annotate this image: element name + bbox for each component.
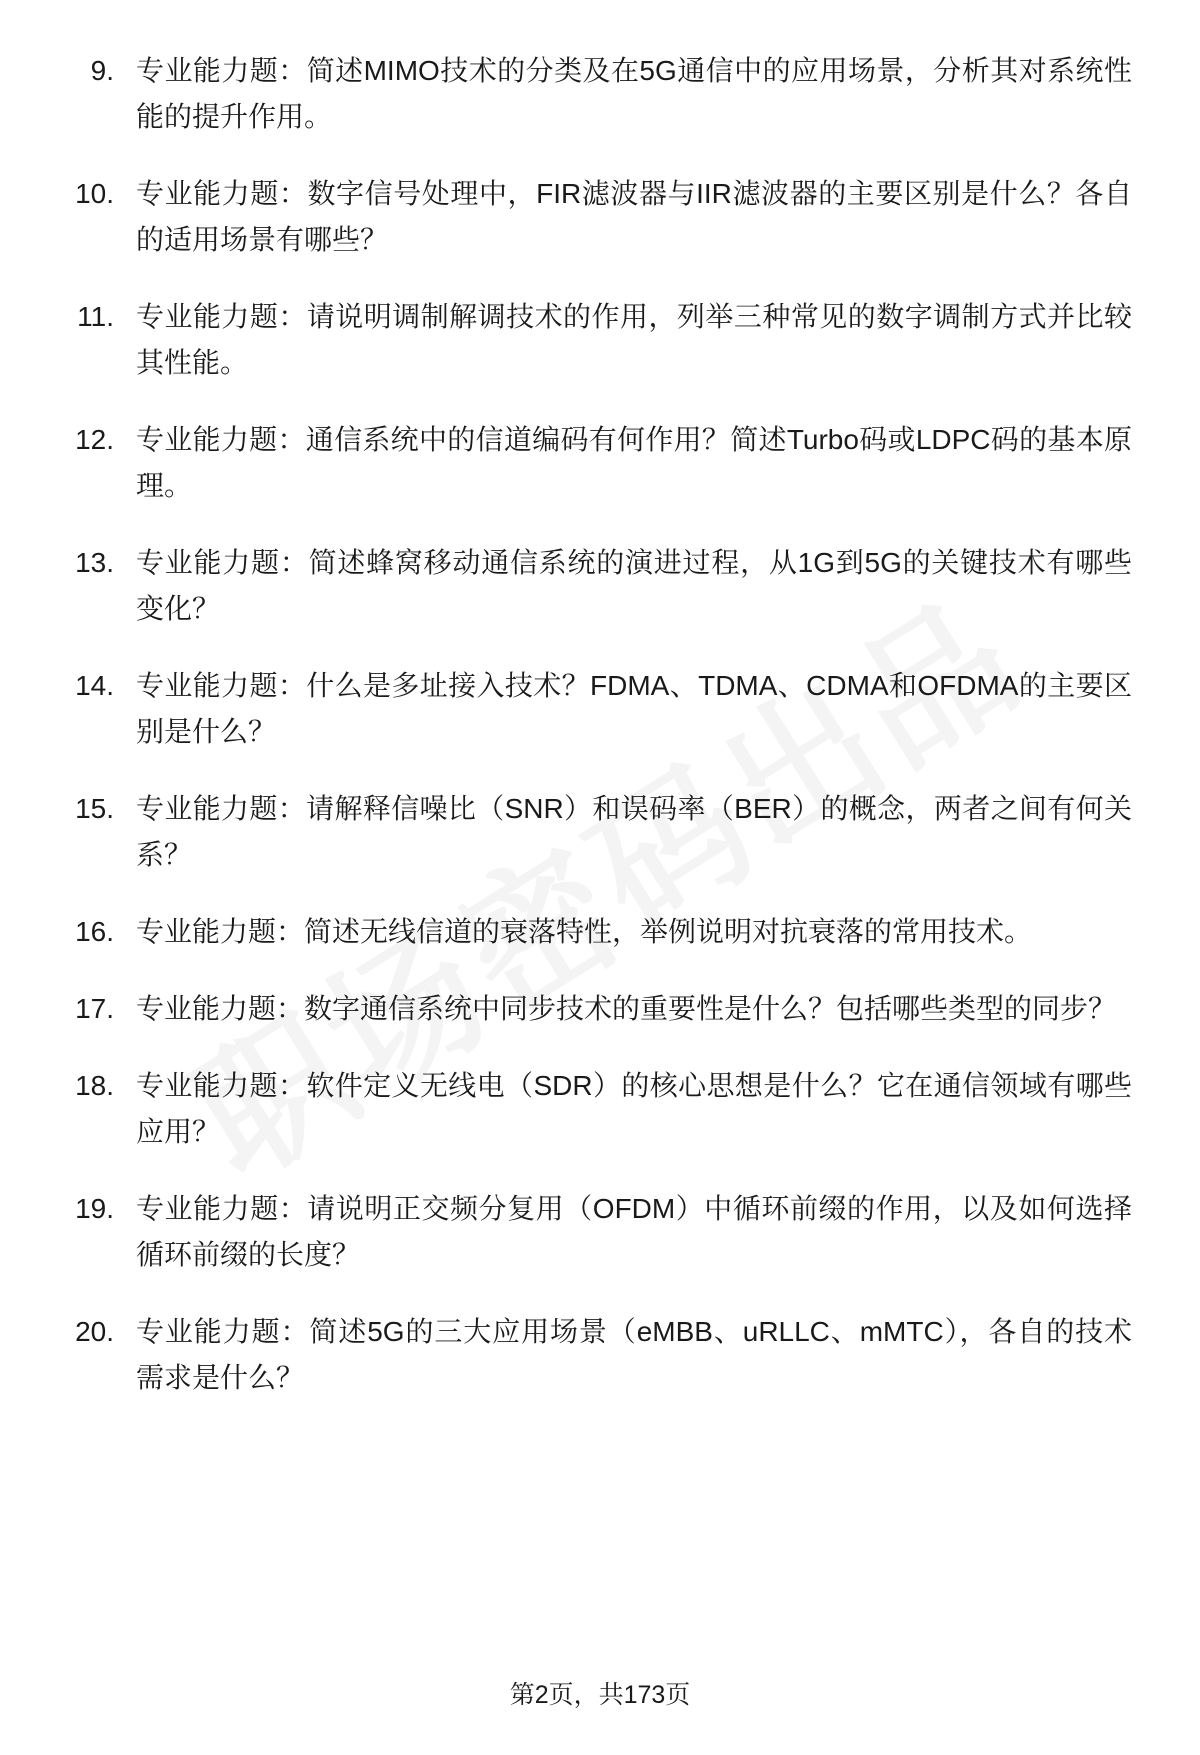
question-text: 专业能力题：请说明正交频分复用（OFDM）中循环前缀的作用，以及如何选择循环前缀的长度？ xyxy=(136,1193,1132,1270)
question-number: 16. xyxy=(75,916,114,947)
question-text: 专业能力题：简述蜂窝移动通信系统的演进过程，从1G到5G的关键技术有哪些变化？ xyxy=(136,547,1132,624)
list-item xyxy=(52,417,1132,509)
question-text: 专业能力题：请解释信噪比（SNR）和误码率（BER）的概念，两者之间有何关系？ xyxy=(136,793,1132,870)
question-text: 专业能力题：简述无线信道的衰落特性，举例说明对抗衰落的常用技术。 xyxy=(136,916,1033,947)
question-number: 19. xyxy=(75,1193,114,1224)
question-number: 15. xyxy=(75,793,114,824)
question-text: 专业能力题：软件定义无线电（SDR）的核心思想是什么？它在通信领域有哪些应用？ xyxy=(136,1070,1132,1147)
list-item xyxy=(52,1309,1132,1401)
question-text: 专业能力题：通信系统中的信道编码有何作用？简述Turbo码或LDPC码的基本原理。 xyxy=(136,424,1132,501)
list-item xyxy=(52,1063,1132,1155)
question-text: 专业能力题：数字通信系统中同步技术的重要性是什么？包括哪些类型的同步？ xyxy=(136,993,1117,1024)
question-number: 20. xyxy=(75,1316,114,1347)
question-number: 17. xyxy=(75,993,114,1024)
page-footer: 第2页，共173页 xyxy=(509,1681,691,1709)
question-text: 专业能力题：简述MIMO技术的分类及在5G通信中的应用场景，分析其对系统性能的提升作用。 xyxy=(136,55,1132,132)
question-number: 12. xyxy=(75,424,114,455)
question-number: 9. xyxy=(90,55,114,86)
question-list xyxy=(52,48,1132,1401)
list-item xyxy=(52,540,1132,632)
list-item xyxy=(52,786,1132,878)
question-number: 14. xyxy=(75,670,114,701)
list-item xyxy=(52,294,1132,386)
list-item xyxy=(52,663,1132,755)
question-text: 专业能力题：请说明调制解调技术的作用，列举三种常见的数字调制方式并比较其性能。 xyxy=(136,301,1132,378)
question-number: 18. xyxy=(75,1070,114,1101)
question-text: 专业能力题：数字信号处理中，FIR滤波器与IIR滤波器的主要区别是什么？各自的适用场景有哪些？ xyxy=(136,178,1132,255)
question-number: 13. xyxy=(75,547,114,578)
question-text: 专业能力题：简述5G的三大应用场景（eMBB、uRLLC、mMTC），各自的技术需求是什么？ xyxy=(136,1316,1132,1393)
question-number: 11. xyxy=(77,301,114,332)
list-item xyxy=(52,1186,1132,1278)
list-item xyxy=(52,171,1132,263)
question-number: 10. xyxy=(75,178,114,209)
question-text: 专业能力题：什么是多址接入技术？FDMA、TDMA、CDMA和OFDMA的主要区别是什么？ xyxy=(136,670,1132,747)
list-item xyxy=(52,48,1132,140)
list-item xyxy=(52,986,1132,1032)
list-item xyxy=(52,909,1132,955)
